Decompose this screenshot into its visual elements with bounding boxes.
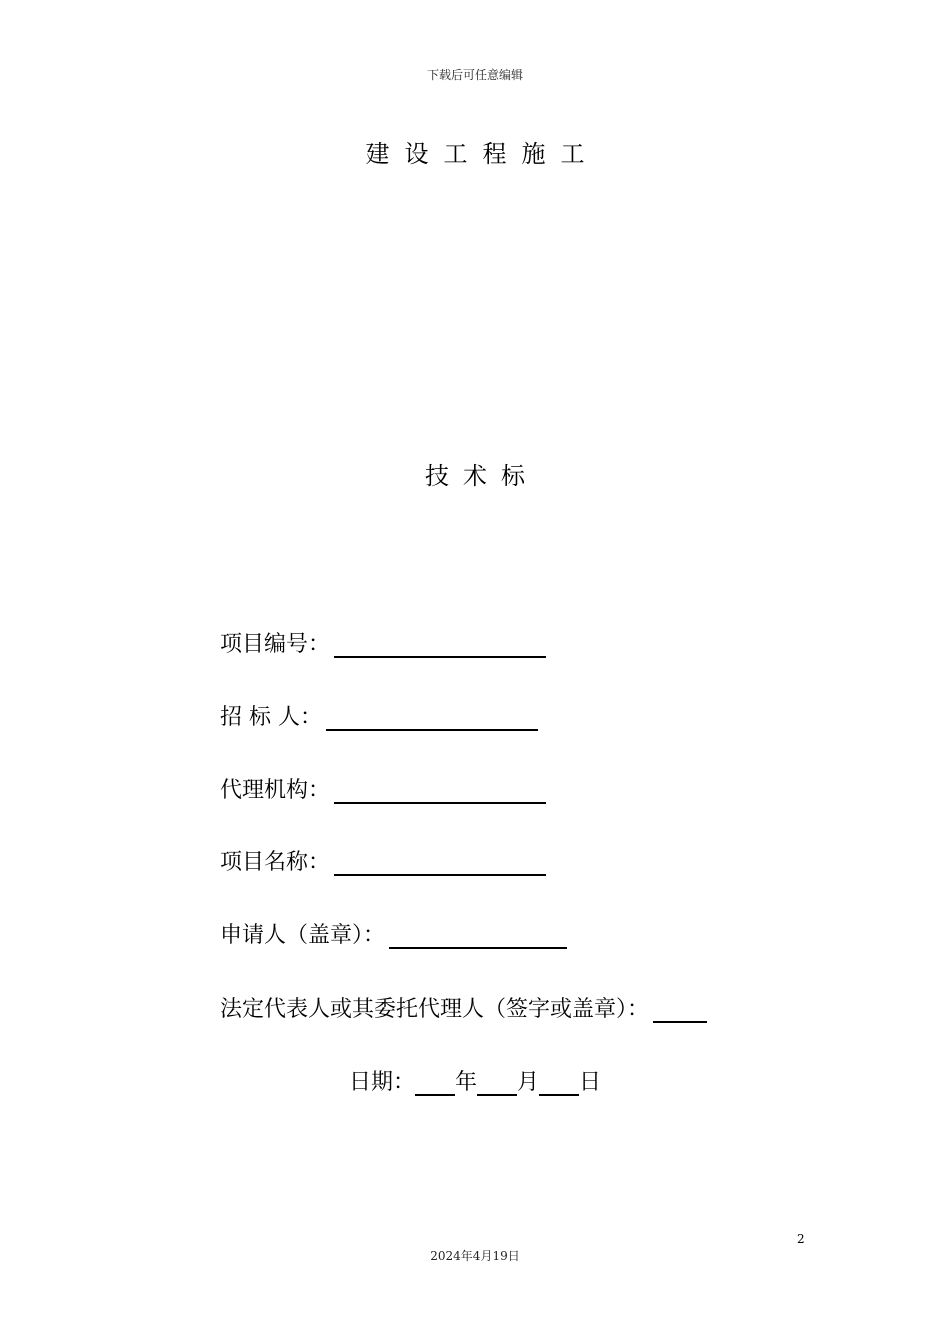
header-note: 下载后可任意编辑 [426, 68, 523, 82]
document-title: 建设工程施工 [365, 140, 600, 168]
agency-field [220, 776, 546, 806]
date-day-blank[interactable] [539, 1070, 579, 1096]
page-number: 2 [797, 1232, 805, 1246]
tenderer-label: 招 标 人： [220, 705, 322, 730]
project-name-blank[interactable] [334, 850, 546, 876]
tenderer-field [220, 703, 538, 733]
legal-rep-blank[interactable] [653, 997, 707, 1023]
date-month-label: 月 [517, 1070, 540, 1095]
applicant-blank[interactable] [389, 923, 567, 949]
agency-label: 代理机构： [220, 778, 331, 803]
agency-blank[interactable] [334, 778, 546, 804]
applicant-label: 申请人（盖章）： [220, 923, 386, 948]
project-number-label: 项目编号： [220, 632, 331, 657]
project-number-field [220, 630, 546, 660]
project-number-blank[interactable] [334, 632, 546, 658]
date-month-blank[interactable] [477, 1070, 517, 1096]
document-subtitle: 技术标 [425, 462, 539, 490]
tenderer-blank[interactable] [326, 705, 538, 731]
date-line [0, 1068, 950, 1098]
footer-date: 2024年4月19日 [430, 1249, 520, 1263]
date-day-label: 日 [579, 1070, 602, 1095]
date-year-blank[interactable] [415, 1070, 455, 1096]
date-label: 日期： [348, 1070, 415, 1095]
date-year-label: 年 [454, 1070, 477, 1095]
project-name-label: 项目名称： [220, 850, 331, 875]
legal-rep-field [220, 995, 707, 1025]
legal-rep-label: 法定代表人或其委托代理人（签字或盖章）： [220, 997, 650, 1022]
project-name-field [220, 848, 546, 878]
applicant-field [220, 921, 567, 951]
